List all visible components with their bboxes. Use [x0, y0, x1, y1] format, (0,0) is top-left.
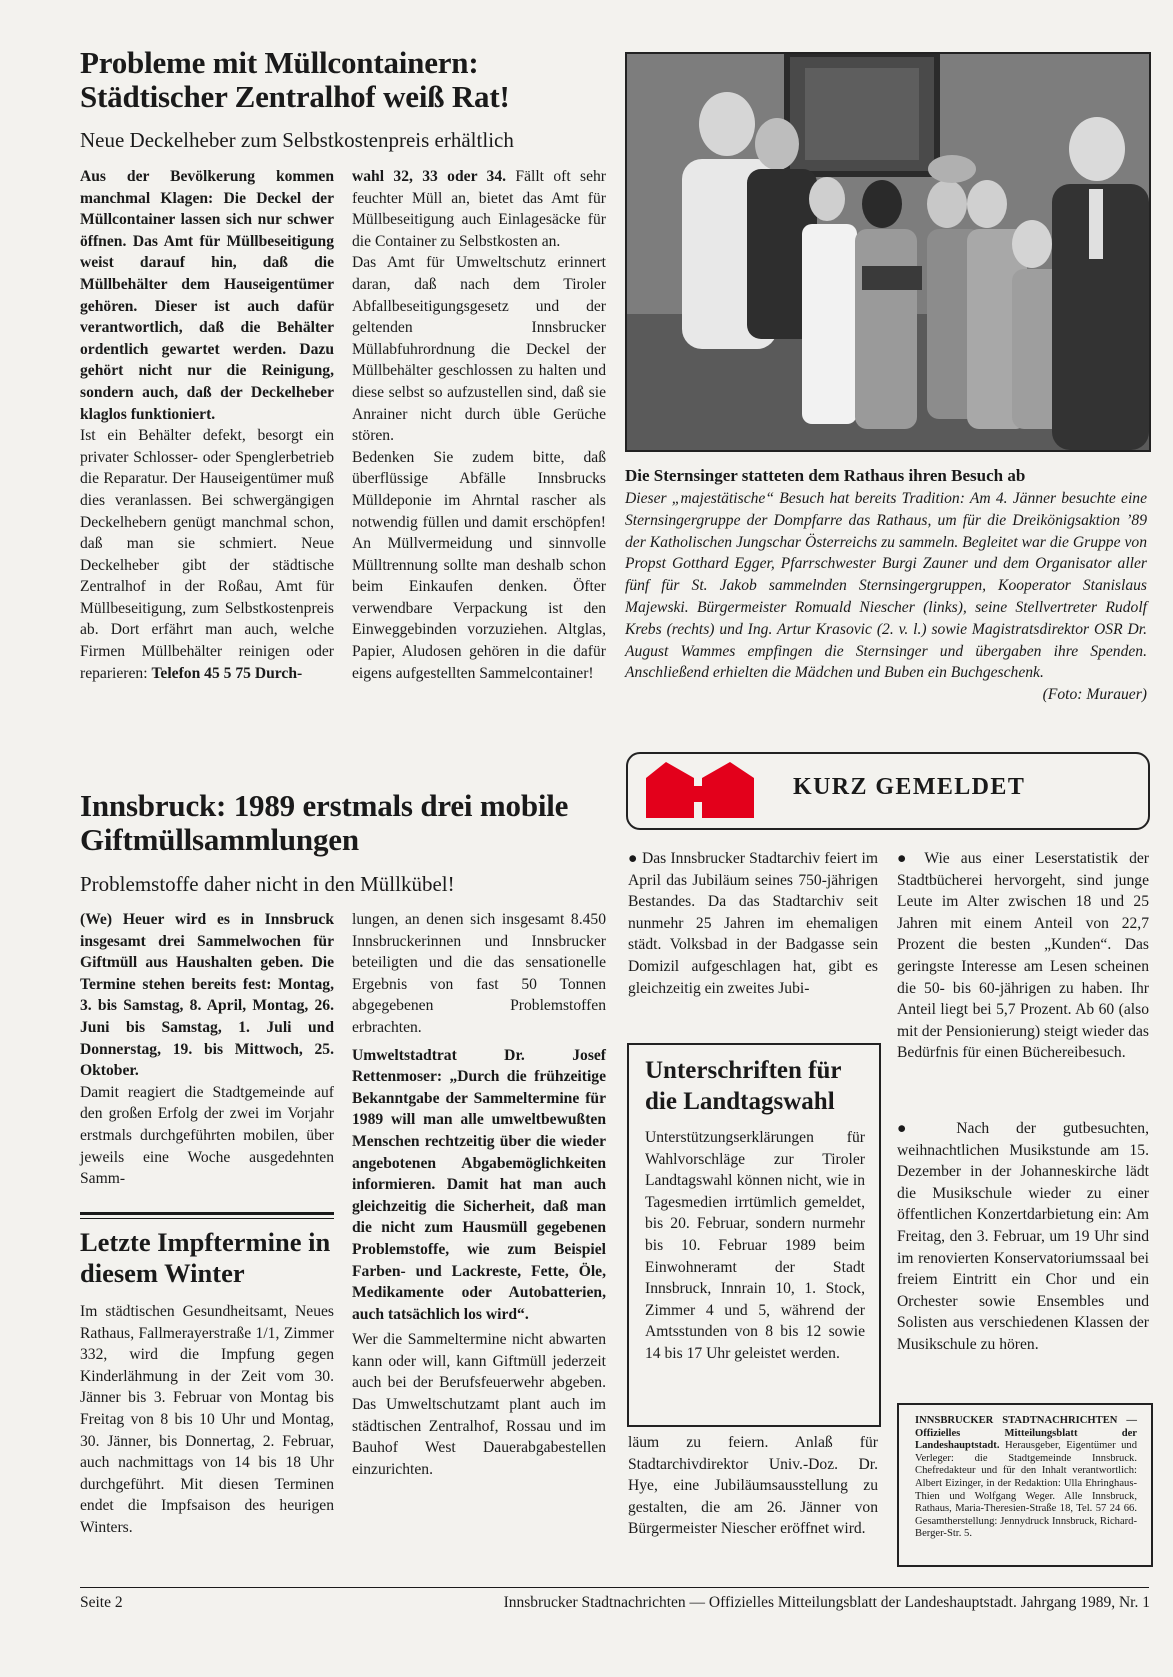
article2-headline: Innsbruck: 1989 erstmals drei mobile Giftmüllsammlungen: [80, 788, 569, 857]
photo-caption-title: Die Sternsinger statteten dem Rathaus ihren Besuch ab: [625, 466, 1026, 485]
kurz-item-2: ● Wie aus einer Leserstatistik der Stadtbücherei hervorgeht, sind junge Leute im Alter zwischen 18 und 25 Jahren mit einem Anteil von 22,7 Prozent die besten „Kunden“. Das geringste Interesse am Lesen scheinen die 50- bis 60-jährigen zu haben. Ihr Anteil liegt bei 5,7 Prozent. Ab 60 (also mit der Pensionierung) steigt wieder das Bedürfnis für einen Büchereibesuch.: [897, 850, 1149, 1062]
article2-lead: (We) Heuer wird es in Innsbruck insgesamt drei Sammelwochen für Giftmüll aus Haushalten geben. Die Termine stehen bereits fest: Montag, 3. bis Samstag, 8. April, Montag, 26. Juni bis Samstag, 1. Juli und Donnerstag, 19. bis Mittwoch, 25. Oktober.: [80, 911, 334, 1080]
article3-rule-thin: [80, 1218, 334, 1219]
kurz-item-1-part-1: ● Das Innsbrucker Stadtarchiv feiert im April das Jubiläum seines 750-jährigen Bestandes. Da das Stadtarchiv seit nunmehr 25 Jahren im ehemaligen städt. Volksbad in der Badgasse sein Domizil aufgeschlagen hat, gibt es gleichzeitig ein zweites Jubi-: [628, 850, 878, 997]
article1-body-2: wahl 32, 33 oder 34. Fällt oft sehr feuchter Müll an, bietet das Amt für Müllbeseitigung auch Einlagesäcke für die Container zu Selbstkosten an.: [352, 168, 607, 250]
article2-column-2: [352, 909, 606, 1480]
footer-publication: Innsbrucker Stadtnachrichten — Offizielles Mitteilungsblatt der Landeshauptstadt. Jahrgang 1989, Nr. 1: [503, 1594, 1150, 1611]
article1-column-2: [352, 166, 606, 684]
article2-subheadline: Problemstoffe daher nicht in den Müllkübel!: [80, 872, 455, 896]
photo-credit: (Foto: Murauer): [1042, 686, 1147, 704]
article3-headline: Letzte Impftermine in diesem Winter: [80, 1227, 331, 1288]
sternsinger-photo: [625, 52, 1151, 452]
article1-phone: Telefon 45 5 75 Durch-: [151, 664, 303, 682]
article1-subheadline: Neue Deckelheber zum Selbstkostenpreis erhältlich: [80, 128, 514, 152]
article3-rule-top: [80, 1212, 334, 1215]
city-logo-icon: [644, 760, 764, 818]
photo-illustration: [627, 54, 1149, 450]
imprint-title: INNSBRUCKER STADTNACHRICHTEN — Offizielles Mitteilungsblatt der Landeshauptstadt.: [915, 1415, 1137, 1452]
article2-column-1: [80, 909, 334, 1190]
kurz-item-3: ● Nach der gutbesuchten, weihnachtlichen Musikstunde am 15. Dezember in der Johanneskirche lädt die Musikschule wieder zu einer öffentlichen Konzertdarbietung ein: Am Freitag, den 3. Februar, um 19 Uhr sind im renovierten Konservatoriumssaal bei freiem Eintritt ein Chor und ein Orchester sowie Ensembles und Solisten aus verschiedenen Klassen der Musikschule zu hören.: [897, 1120, 1149, 1353]
article1-body-4: Bedenken Sie zudem bitte, daß überflüssige Abfälle Innsbrucks Mülldeponie im Ahrntal rascher als notwendig füllen und damit erschöpfen! An Müllvermeidung und sinnvolle Mülltrennung sollte man deshalb schon beim Einkaufen denken. Öfter verwendbare Verpackung ist den Einweggebinden vorzuziehen. Altglas, Papier, Aludosen gehören in die dafür eigens aufgestellten Sammelcontainer!: [352, 448, 606, 682]
kurz-gemeldet-banner: [626, 752, 1150, 830]
imprint-box: [897, 1403, 1153, 1567]
landtagswahl-title: Unterschriften für die Landtagswahl: [645, 1057, 842, 1115]
kurz-gemeldet-title: KURZ GEMELDET: [793, 774, 1026, 800]
article2-body-3: Wer die Sammeltermine nicht abwarten kann oder will, kann Giftmüll jederzeit auch bei der Berufsfeuerwehr abgeben. Das Umweltschutzamt plant auch im städtischen Zentralhof, Rossau und im Bauhof West Dauerabgabestellen einzurichten.: [352, 1331, 606, 1478]
article1-column-1: [80, 166, 334, 684]
article2-quote: Umweltstadtrat Dr. Josef Rettenmoser: „Durch die frühzeitige Bekanntgabe der Sammeltermine für 1989 will man alle umweltbewußten Menschen rechtzeitig über die wieder angebotenen Abgabemöglichkeiten informieren. Damit hat man auch gleichzeitig die Sicherheit, daß man die nicht zum Hausmüll gegebenen Problemstoffe, wie zum Beispiel Farben- und Lackreste, Fette, Öle, Medikamente oder Autobatterien, auch tatsächlich los wird“.: [352, 1046, 606, 1323]
landtagswahl-body: Unterstützungserklärungen für Wahlvorschläge zur Tiroler Landtagswahl können nicht, wie in Tagesmedien irrtümlich gemeldet, bis 20. Februar, sondern nurmehr bis 10. Februar 1989 beim Einwohneramt der Stadt Innsbruck, Innrain 10, 1. Stock, Zimmer 4 und 5, während der Amtsstunden von 8 bis 12 sowie 14 bis 17 Uhr geleistet werden.: [645, 1129, 865, 1362]
footer-rule: [80, 1587, 1149, 1588]
article1-body-1: Ist ein Behälter defekt, besorgt ein privater Schlosser- oder Spenglerbetrieb die Reparatur. Der Hauseigentümer muß dies veranlassen. Bei schwergängigen Deckelhebern genügt manchmal schon, daß man sie schmiert. Neue Deckelheber gibt der städtische Zentralhof in der Roßau, Amt für Müllbeseitigung, zum Selbstkostenpreis ab. Dort erfährt man auch, welche Firmen Müllbehälter reinigen oder reparieren: Telefon 45 5 75 Durch-: [80, 427, 334, 682]
imprint-text: [915, 1415, 1137, 1541]
footer-page-number: Seite 2: [80, 1594, 123, 1611]
article1-headline: Probleme mit Müllcontainern: Städtischer Zentralhof weiß Rat!: [80, 45, 510, 114]
landtagswahl-box: [627, 1043, 881, 1427]
article3-body: Im städtischen Gesundheitsamt, Neues Rathaus, Fallmerayerstraße 1/1, Zimmer 332, wird die Impfung gegen Kinderlähmung in der Zeit vom 30. Jänner bis 3. Februar von Montag bis Freitag von 8 bis 10 Uhr und Montag, 30. Jänner, bis Donnertag, 2. Februar, auch nachmittags von 14 bis 18 Uhr durchgeführt. Mit diesen Terminen endet die Impfsaison des heurigen Winters.: [80, 1303, 334, 1536]
photo-caption: Dieser „majestätische“ Besuch hat bereits Tradition: Am 4. Jänner besuchte eine Sternsingergruppe der Dompfarre das Rathaus, um für die Dreikönigsaktion ’89 der Katholischen Jungschar Österreichs zu sammeln. Begleitet war die Gruppe von Propst Gotthard Egger, Pfarrschwester Burgi Zauner und dem Organisator aller fünf für St. Jakob sammelnden Sternsingergruppen, Kooperator Stanislaus Majewski. Bürgermeister Romuald Niescher (links), seine Stellvertreter Rudolf Krebs (rechts) und Ing. Artur Krasovic (2. v. l.) sowie Magistratsdirektor OSR Dr. August Wammes empfingen die Sternsinger und übergaben ihre Spenden. Anschließend erhielten die Mädchen und Buben ein Buchgeschenk. (Foto: Murauer): [625, 488, 1147, 706]
article1-body-3: Das Amt für Umweltschutz erinnert daran, daß nach dem Tiroler Abfallbeseitigungsgesetz und der geltenden Innsbrucker Müllabfuhrordnung die Deckel der Müllbehälter geschlossen zu halten und diese selbst so aufzustellen sind, daß sie Anrainer nicht durch üble Gerüche stören.: [352, 254, 606, 445]
article2-body-2: lungen, an denen sich insgesamt 8.450 Innsbruckerinnen und Innsbrucker beteiligten und die das sensationelle Ergebnis von fast 50 Tonnen abgegebenen Problemstoffen erbrachten.: [352, 911, 606, 1036]
article2-body-1: Damit reagiert die Stadtgemeinde auf den großen Erfolg der zwei im Vorjahr erstmals durchgeführten mobilen, über jeweils eine Woche ausgedehnten Samm-: [80, 1083, 334, 1188]
article1-lead: Aus der Bevölkerung kommen manchmal Klagen: Die Deckel der Müllcontainer lassen sich nur schwer öffnen. Das Amt für Müllbeseitigung weist darauf hin, daß die Müllbehälter dem Hauseigentümer gehören. Dieser ist auch dafür verantwortlich, daß die Behälter ordentlich gewartet werden. Dazu gehört nicht nur die Reinigung, sondern auch, daß der Deckelheber klaglos funktioniert.: [80, 168, 334, 423]
kurz-item-1-part-2: läum zu feiern. Anlaß für Stadtarchivdirektor Univ.-Doz. Dr. Hye, eine Jubiläumsausstellung zu gestalten, die am 26. Jänner von Bürgermeister Niescher eröffnet wird.: [628, 1434, 878, 1538]
imprint-body: Herausgeber, Eigentümer und Verleger: die Stadtgemeinde Innsbruck. Chefredakteur und für den Inhalt verantwortlich: Albert Eizinger, in der Redaktion: Ulla Ehringhaus-Thien und Wolfgang Weger. Alle Innsbruck, Rathaus, Maria-Theresien-Straße 18, Tel. 57 24 66. Gesamtherstellung: Jennydruck Innsbruck, Richard-Berger-Str. 5.: [915, 1440, 1137, 1540]
